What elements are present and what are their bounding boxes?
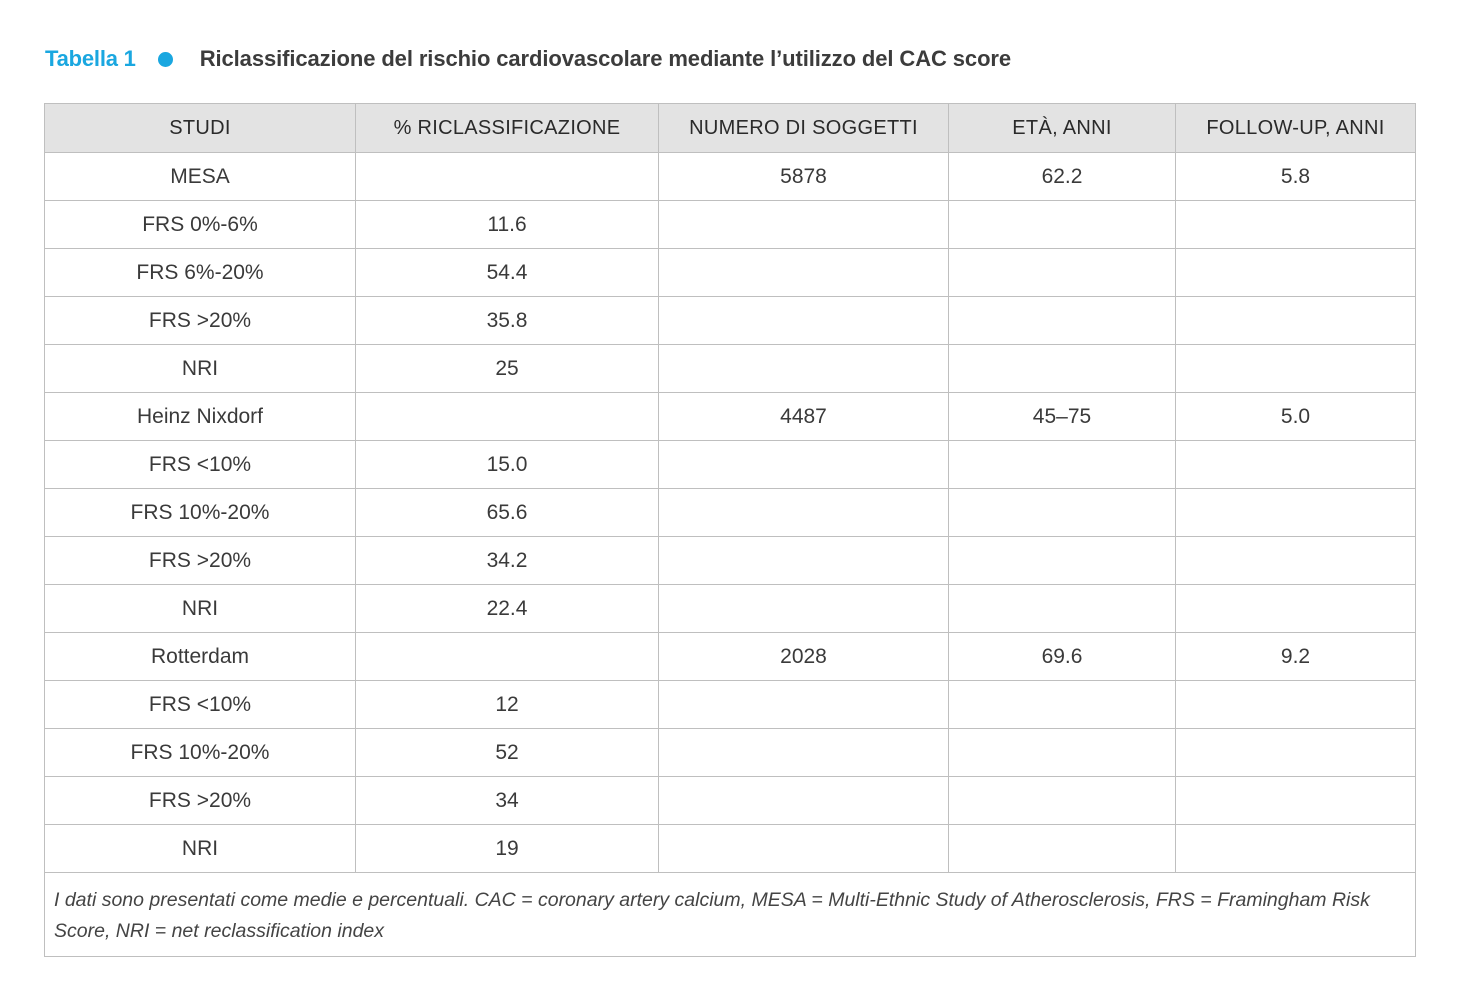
column-header-studi: STUDI [45, 104, 356, 153]
table-row [45, 153, 1416, 201]
cell-riclassificazione: 54.4 [356, 249, 659, 297]
cell-riclassificazione: 65.6 [356, 489, 659, 537]
cell-riclassificazione: 52 [356, 729, 659, 777]
cell-follow-up [1176, 489, 1416, 537]
cell-eta [949, 537, 1176, 585]
cell-numero-soggetti [659, 249, 949, 297]
cell-follow-up [1176, 585, 1416, 633]
cell-eta [949, 201, 1176, 249]
cell-eta [949, 345, 1176, 393]
table-row [45, 681, 1416, 729]
cell-studio: FRS >20% [45, 777, 356, 825]
cell-follow-up [1176, 825, 1416, 873]
cell-studio: FRS >20% [45, 537, 356, 585]
cell-follow-up [1176, 681, 1416, 729]
cell-eta: 69.6 [949, 633, 1176, 681]
cell-studio: MESA [45, 153, 356, 201]
cell-follow-up [1176, 537, 1416, 585]
cell-eta [949, 249, 1176, 297]
table-row [45, 537, 1416, 585]
cell-numero-soggetti [659, 441, 949, 489]
cell-numero-soggetti [659, 297, 949, 345]
cell-riclassificazione [356, 393, 659, 441]
cell-riclassificazione [356, 153, 659, 201]
cell-riclassificazione [356, 633, 659, 681]
cell-studio: NRI [45, 825, 356, 873]
cell-numero-soggetti [659, 681, 949, 729]
table-row [45, 297, 1416, 345]
cell-riclassificazione: 15.0 [356, 441, 659, 489]
cell-numero-soggetti: 2028 [659, 633, 949, 681]
cell-studio: FRS 6%-20% [45, 249, 356, 297]
cell-studio: NRI [45, 345, 356, 393]
cell-numero-soggetti: 4487 [659, 393, 949, 441]
table-footnote: I dati sono presentati come medie e percentuali. CAC = coronary artery calcium, MESA = Multi-Ethnic Study of Atherosclerosis, FRS = Framingham Risk Score, NRI = net reclassification index [45, 873, 1416, 957]
cell-numero-soggetti [659, 729, 949, 777]
cell-studio: FRS <10% [45, 441, 356, 489]
cell-numero-soggetti [659, 585, 949, 633]
table-row [45, 489, 1416, 537]
header-row [45, 104, 1416, 153]
cell-riclassificazione: 22.4 [356, 585, 659, 633]
cell-numero-soggetti [659, 345, 949, 393]
column-header-eta: ETÀ, ANNI [949, 104, 1176, 153]
cell-numero-soggetti [659, 825, 949, 873]
footnote-row [45, 873, 1416, 957]
cell-follow-up: 9.2 [1176, 633, 1416, 681]
cell-riclassificazione: 11.6 [356, 201, 659, 249]
table-row [45, 201, 1416, 249]
cell-follow-up [1176, 441, 1416, 489]
table-title: Riclassificazione del rischio cardiovascolare mediante l’utilizzo del CAC score [199, 46, 1012, 71]
cell-studio: FRS 0%-6% [45, 201, 356, 249]
cell-eta: 62.2 [949, 153, 1176, 201]
cell-studio: Heinz Nixdorf [45, 393, 356, 441]
cell-riclassificazione: 34 [356, 777, 659, 825]
table-row [45, 441, 1416, 489]
cell-studio: FRS 10%-20% [45, 729, 356, 777]
cell-studio: Rotterdam [45, 633, 356, 681]
cell-follow-up [1176, 777, 1416, 825]
cell-eta [949, 441, 1176, 489]
cell-eta [949, 489, 1176, 537]
table-row [45, 633, 1416, 681]
table-row [45, 825, 1416, 873]
cell-eta: 45–75 [949, 393, 1176, 441]
table-row [45, 249, 1416, 297]
cell-numero-soggetti [659, 489, 949, 537]
cell-follow-up [1176, 729, 1416, 777]
cell-numero-soggetti [659, 777, 949, 825]
table-caption [45, 42, 1011, 76]
bullet-dot-icon [158, 52, 173, 67]
cell-eta [949, 729, 1176, 777]
cell-riclassificazione: 12 [356, 681, 659, 729]
column-header-numero-soggetti: NUMERO DI SOGGETTI [659, 104, 949, 153]
table-row [45, 345, 1416, 393]
cell-eta [949, 297, 1176, 345]
cell-follow-up: 5.8 [1176, 153, 1416, 201]
cell-studio: NRI [45, 585, 356, 633]
column-header-follow-up: FOLLOW-UP, ANNI [1176, 104, 1416, 153]
cell-follow-up: 5.0 [1176, 393, 1416, 441]
cell-riclassificazione: 25 [356, 345, 659, 393]
cell-follow-up [1176, 249, 1416, 297]
cell-follow-up [1176, 201, 1416, 249]
cell-riclassificazione: 35.8 [356, 297, 659, 345]
cell-riclassificazione: 34.2 [356, 537, 659, 585]
cell-eta [949, 681, 1176, 729]
cell-eta [949, 585, 1176, 633]
table-row [45, 777, 1416, 825]
cell-eta [949, 825, 1176, 873]
table-body [45, 153, 1416, 873]
cell-eta [949, 777, 1176, 825]
table-row [45, 729, 1416, 777]
cell-studio: FRS <10% [45, 681, 356, 729]
column-header-riclassificazione: % RICLASSIFICAZIONE [356, 104, 659, 153]
cell-numero-soggetti [659, 537, 949, 585]
cell-studio: FRS >20% [45, 297, 356, 345]
table-row [45, 585, 1416, 633]
table-row [45, 393, 1416, 441]
cell-numero-soggetti: 5878 [659, 153, 949, 201]
reclassification-table [44, 103, 1416, 957]
cell-riclassificazione: 19 [356, 825, 659, 873]
cell-follow-up [1176, 297, 1416, 345]
cell-studio: FRS 10%-20% [45, 489, 356, 537]
cell-numero-soggetti [659, 201, 949, 249]
cell-follow-up [1176, 345, 1416, 393]
table-number-label: Tabella 1 [45, 46, 136, 71]
